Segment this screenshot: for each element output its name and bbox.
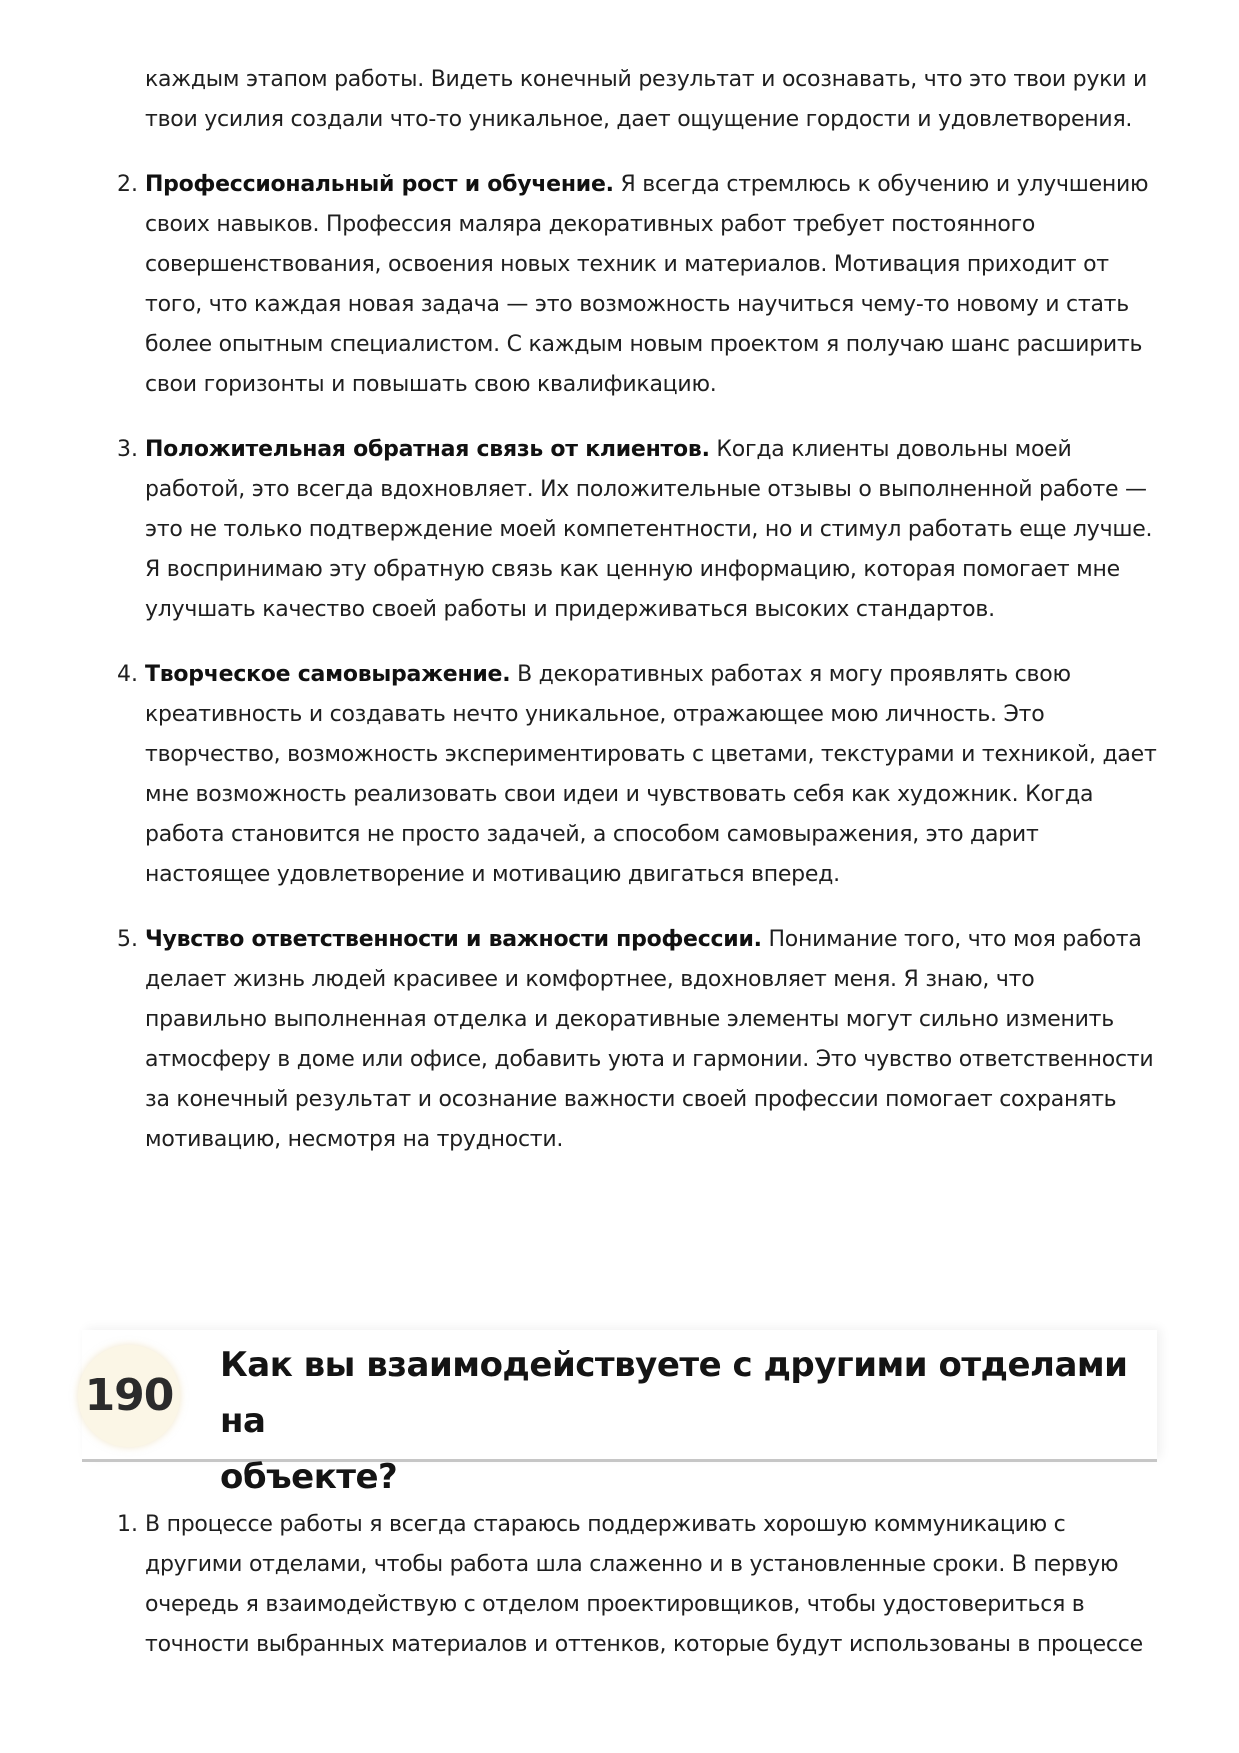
text-line: делает жизнь людей красивее и комфортнее, вдохновляет меня. Я знаю, что: [145, 967, 1035, 992]
text-line: свои горизонты и повышать свою квалификацию.: [145, 372, 717, 397]
list-item-heading: Чувство ответственности и важности профессии.: [145, 927, 762, 952]
text-line: настоящее удовлетворение и мотивацию двигаться вперед.: [145, 862, 840, 887]
list-item: [145, 165, 1165, 405]
text-line: Когда клиенты довольны моей: [709, 437, 1072, 462]
question-number-badge: 190: [78, 1345, 180, 1447]
list-number: 3.: [117, 437, 138, 462]
list-number: 1.: [117, 1512, 138, 1537]
text-line: очередь я взаимодействую с отделом проектировщиков, чтобы удостовериться в: [145, 1592, 1085, 1617]
text-line: творчество, возможность экспериментировать с цветами, текстурами и техникой, дает: [145, 742, 1157, 767]
text-line: атмосферу в доме или офисе, добавить уюта и гармонии. Это чувство ответственности: [145, 1047, 1154, 1072]
text-line: точности выбранных материалов и оттенков, которые будут использованы в процессе: [145, 1632, 1143, 1657]
text-line: мне возможность реализовать свои идеи и чувствовать себя как художник. Когда: [145, 782, 1094, 807]
list-item: [145, 430, 1165, 630]
list-number: 2.: [117, 172, 138, 197]
list-item: [145, 655, 1165, 895]
text-line: В декоративных работах я могу проявлять свою: [510, 662, 1071, 687]
text-line: работа становится не просто задачей, а способом самовыражения, это дарит: [145, 822, 1039, 847]
list-item-heading: Творческое самовыражение.: [145, 662, 511, 687]
text-line: своих навыков. Профессия маляра декоративных работ требует постоянного: [145, 212, 1036, 237]
question-title-line: Как вы взаимодействуете с другими отделами на: [220, 1345, 1128, 1441]
text-line: каждым этапом работы. Видеть конечный результат и осознавать, что это твои руки и: [145, 67, 1148, 92]
text-line: креативность и создавать нечто уникальное, отражающее мою личность. Это: [145, 702, 1045, 727]
list-number: 5.: [117, 927, 138, 952]
text-line: В процессе работы я всегда стараюсь поддерживать хорошую коммуникацию с: [145, 1512, 1066, 1537]
list-item: [145, 920, 1165, 1160]
text-line: того, что каждая новая задача — это возможность научиться чему-то новому и стать: [145, 292, 1129, 317]
list-item-heading: Профессиональный рост и обучение.: [145, 172, 614, 197]
text-line: мотивацию, несмотря на трудности.: [145, 1127, 564, 1152]
list-item-heading: Положительная обратная связь от клиентов.: [145, 437, 710, 462]
answer-list-item: [145, 1505, 1165, 1665]
question-title-line: объекте?: [220, 1457, 398, 1497]
text-line: правильно выполненная отделка и декоративные элементы могут сильно изменить: [145, 1007, 1114, 1032]
text-line: Я воспринимаю эту обратную связь как ценную информацию, которая помогает мне: [145, 557, 1120, 582]
text-line: твои усилия создали что-то уникальное, дает ощущение гордости и удовлетворения.: [145, 107, 1133, 132]
text-line: Я всегда стремлюсь к обучению и улучшению: [613, 172, 1149, 197]
text-line: работой, это всегда вдохновляет. Их положительные отзывы о выполненной работе —: [145, 477, 1147, 502]
text-line: улучшать качество своей работы и придерживаться высоких стандартов.: [145, 597, 995, 622]
text-line: это не только подтверждение моей компетентности, но и стимул работать еще лучше.: [145, 517, 1153, 542]
text-line: за конечный результат и осознание важности своей профессии помогает сохранять: [145, 1087, 1117, 1112]
text-line: Понимание того, что моя работа: [761, 927, 1142, 952]
text-line: другими отделами, чтобы работа шла слаженно и в установленные сроки. В первую: [145, 1552, 1119, 1577]
text-line: совершенствования, освоения новых техник и материалов. Мотивация приходит от: [145, 252, 1109, 277]
question-title: [220, 1337, 1140, 1505]
list-number: 4.: [117, 662, 138, 687]
intro-paragraph: [145, 60, 1165, 140]
text-line: более опытным специалистом. С каждым новым проектом я получаю шанс расширить: [145, 332, 1143, 357]
